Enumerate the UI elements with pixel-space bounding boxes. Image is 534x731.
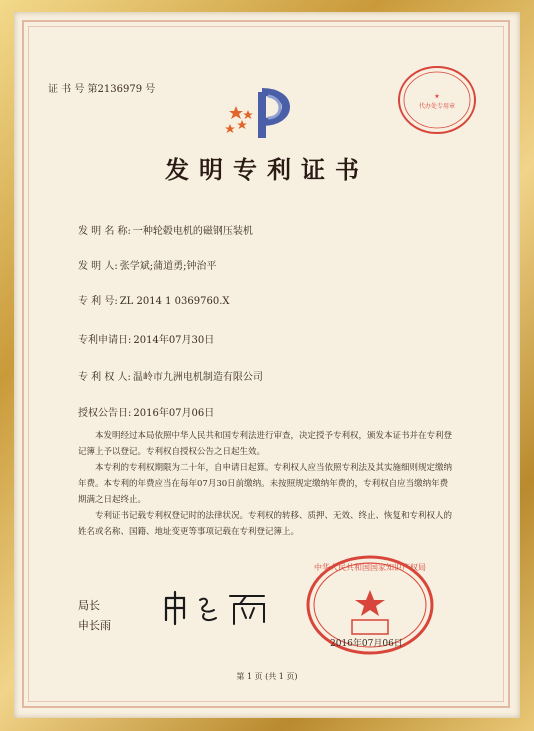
field-value: 2016年07月06日 xyxy=(133,408,215,419)
director-title: 局长 xyxy=(78,599,100,612)
body-text xyxy=(78,428,452,540)
field-application-date xyxy=(78,331,214,346)
field-inventors xyxy=(78,257,216,272)
director-signature xyxy=(160,588,280,628)
field-label: 发 明 名 称: xyxy=(78,226,131,237)
field-value: 张学斌;蒲道勇;钟治平 xyxy=(119,261,217,272)
seal-text: 中华人民共和国国家知识产权局 xyxy=(314,563,426,572)
paragraph-status: 专利证书记载专利权登记时的法律状况。专利权的转移、质押、无效、终止、恢复和专利权人的姓名或名称、国籍、地址变更等事项记载在专利登记簿上。 xyxy=(78,511,453,537)
field-label: 授权公告日: xyxy=(78,408,132,419)
field-label: 专利申请日: xyxy=(78,335,132,346)
certificate-title: 发明专利证书 xyxy=(165,155,369,184)
page-number: 第 1 页 (共 1 页) xyxy=(236,672,298,681)
stamp-date: 2016年07月06日 xyxy=(330,639,403,649)
corner-seal xyxy=(392,60,482,140)
field-value: 一种轮毂电机的磁钢压装机 xyxy=(132,226,253,237)
field-label: 发 明 人: xyxy=(78,261,118,272)
corner-seal-text: 代办处专用章 xyxy=(418,103,456,110)
field-invention-name xyxy=(78,222,253,237)
field-value: ZL 2014 1 0369760.X xyxy=(119,296,230,307)
field-patentee xyxy=(78,368,263,383)
field-patent-number xyxy=(78,292,230,307)
field-label: 专 利 权 人: xyxy=(78,372,131,383)
field-grant-date xyxy=(78,404,214,419)
svg-text:★: ★ xyxy=(434,93,440,100)
paragraph-grant: 本发明经过本局依照中华人民共和国专利法进行审查，决定授予专利权，颁发本证书并在专利登记簿上予以登记。专利权自授权公告之日起生效。 xyxy=(78,431,453,457)
cnipa-logo xyxy=(218,84,318,144)
certificate-number: 证 书 号 第2136979 号 xyxy=(48,84,156,95)
field-label: 专 利 号: xyxy=(78,296,118,307)
paragraph-term: 本专利的专利权期限为二十年，自申请日起算。专利权人应当依照专利法及其实施细则规定缴纳年费。本专利的年费应当在每年07月30日前缴纳。未按照规定缴纳年费的，专利权自应当缴纳年费期满之日起终止。 xyxy=(78,463,453,505)
field-value: 温岭市九洲电机制造有限公司 xyxy=(132,372,263,383)
director-name: 申长雨 xyxy=(78,619,111,632)
field-value: 2014年07月30日 xyxy=(133,335,215,346)
